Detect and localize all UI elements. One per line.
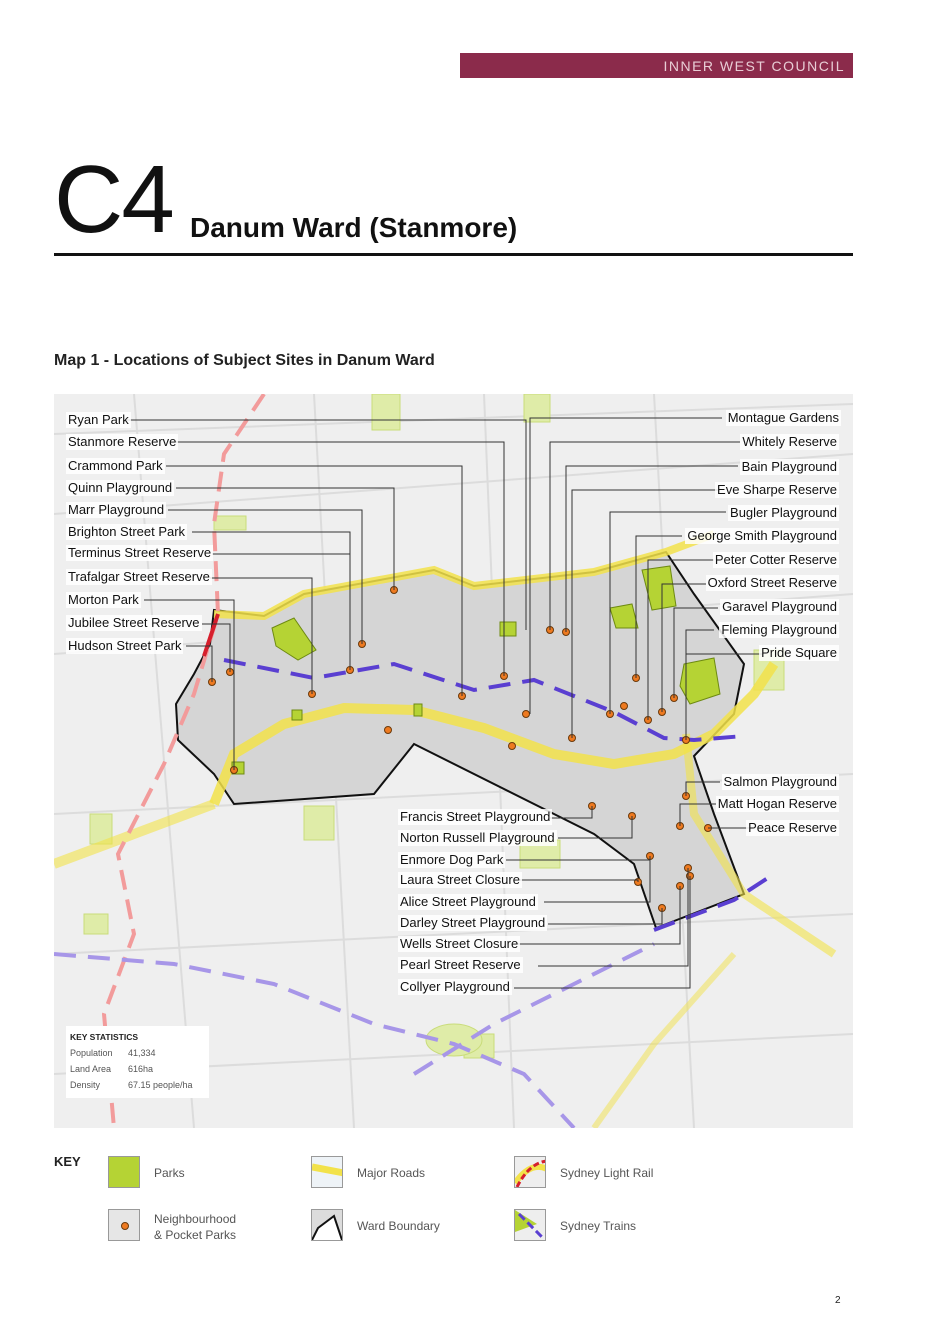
section-code: C4 (54, 146, 173, 253)
label-eve-sharpe-reserve: Eve Sharpe Reserve (717, 482, 837, 497)
light-rail-icon (515, 1157, 546, 1188)
major-roads-swatch (311, 1156, 343, 1188)
label-wells-street-closure: Wells Street Closure (400, 936, 519, 951)
label-jubilee-street-reserve: Jubilee Street Reserve (68, 615, 200, 630)
map-title: Map 1 - Locations of Subject Sites in Danum Ward (54, 352, 435, 369)
label-marr-playground: Marr Playground (68, 502, 165, 517)
council-banner: INNER WEST COUNCIL (460, 53, 853, 78)
label-matt-hogan-reserve: Matt Hogan Reserve (717, 796, 837, 811)
pocket-park-marker-icon (109, 1210, 140, 1241)
key-label-pocket-parks: Neighbourhood & Pocket Parks (154, 1212, 237, 1242)
label-ryan-park: Ryan Park (68, 412, 129, 427)
label-garavel-playground: Garavel Playground (722, 599, 837, 614)
key-label-major-roads: Major Roads (357, 1166, 426, 1180)
major-roads-icon (312, 1157, 343, 1188)
page-number: 2 (835, 1295, 841, 1306)
label-crammond-park: Crammond Park (68, 458, 163, 473)
ward-title: Danum Ward (Stanmore) (190, 212, 518, 243)
key-label-light-rail: Sydney Light Rail (560, 1166, 654, 1180)
stats-key: Population (70, 1048, 113, 1058)
label-trafalgar-street-reserve: Trafalgar Street Reserve (68, 569, 210, 584)
label-bugler-playground: Bugler Playground (730, 505, 837, 520)
light-rail-swatch (514, 1156, 546, 1188)
pocket-parks-swatch (108, 1209, 140, 1241)
stats-row-density (70, 1080, 209, 1096)
trains-swatch (514, 1209, 546, 1241)
stats-value: 41,334 (128, 1048, 156, 1058)
ward-map (54, 394, 853, 1128)
label-bain-playground: Bain Playground (741, 459, 837, 474)
label-francis-street-playground: Francis Street Playground (400, 809, 551, 824)
stats-key: Land Area (70, 1064, 112, 1074)
key-label-trains: Sydney Trains (560, 1219, 637, 1233)
label-morton-park: Morton Park (68, 592, 139, 607)
label-alice-street-playground: Alice Street Playground (400, 894, 536, 909)
label-enmore-dog-park: Enmore Dog Park (400, 852, 504, 867)
label-whitely-reserve: Whitely Reserve (742, 434, 837, 449)
label-quinn-playground: Quinn Playground (68, 480, 173, 495)
label-pearl-street-reserve: Pearl Street Reserve (400, 957, 521, 972)
stats-row-land-area (70, 1064, 209, 1080)
trains-icon (515, 1210, 546, 1241)
stats-value: 67.15 people/ha (128, 1080, 193, 1090)
label-brighton-street-park: Brighton Street Park (68, 524, 186, 539)
label-stanmore-reserve: Stanmore Reserve (68, 434, 177, 449)
stats-heading: KEY STATISTICS (70, 1032, 139, 1042)
label-terminus-street-reserve: Terminus Street Reserve (68, 545, 212, 560)
label-montague-gardens: Montague Gardens (727, 410, 839, 425)
key-statistics-panel (66, 1026, 209, 1098)
ward-boundary-icon (312, 1210, 343, 1241)
label-pride-square: Pride Square (761, 645, 837, 660)
label-peace-reserve: Peace Reserve (748, 820, 837, 835)
key-title: KEY (54, 1154, 81, 1169)
label-oxford-street-reserve: Oxford Street Reserve (707, 575, 837, 590)
key-label-ward-boundary: Ward Boundary (357, 1219, 440, 1233)
label-george-smith-playground: George Smith Playground (687, 528, 837, 543)
ward-boundary-swatch (311, 1209, 343, 1241)
stats-value: 616ha (128, 1064, 154, 1074)
label-collyer-playground: Collyer Playground (400, 979, 510, 994)
label-fleming-playground: Fleming Playground (721, 622, 837, 637)
label-norton-russell-playground: Norton Russell Playground (400, 830, 555, 845)
stats-row-population (70, 1048, 209, 1064)
title-rule (54, 253, 853, 256)
label-laura-street-closure: Laura Street Closure (400, 872, 520, 887)
label-darley-street-playground: Darley Street Playground (400, 915, 546, 930)
label-salmon-playground: Salmon Playground (723, 774, 837, 789)
label-peter-cotter-reserve: Peter Cotter Reserve (714, 552, 837, 567)
key-label-parks: Parks (154, 1166, 185, 1180)
stats-key: Density (70, 1080, 101, 1090)
parks-swatch (108, 1156, 140, 1188)
label-hudson-street-park: Hudson Street Park (68, 638, 182, 653)
